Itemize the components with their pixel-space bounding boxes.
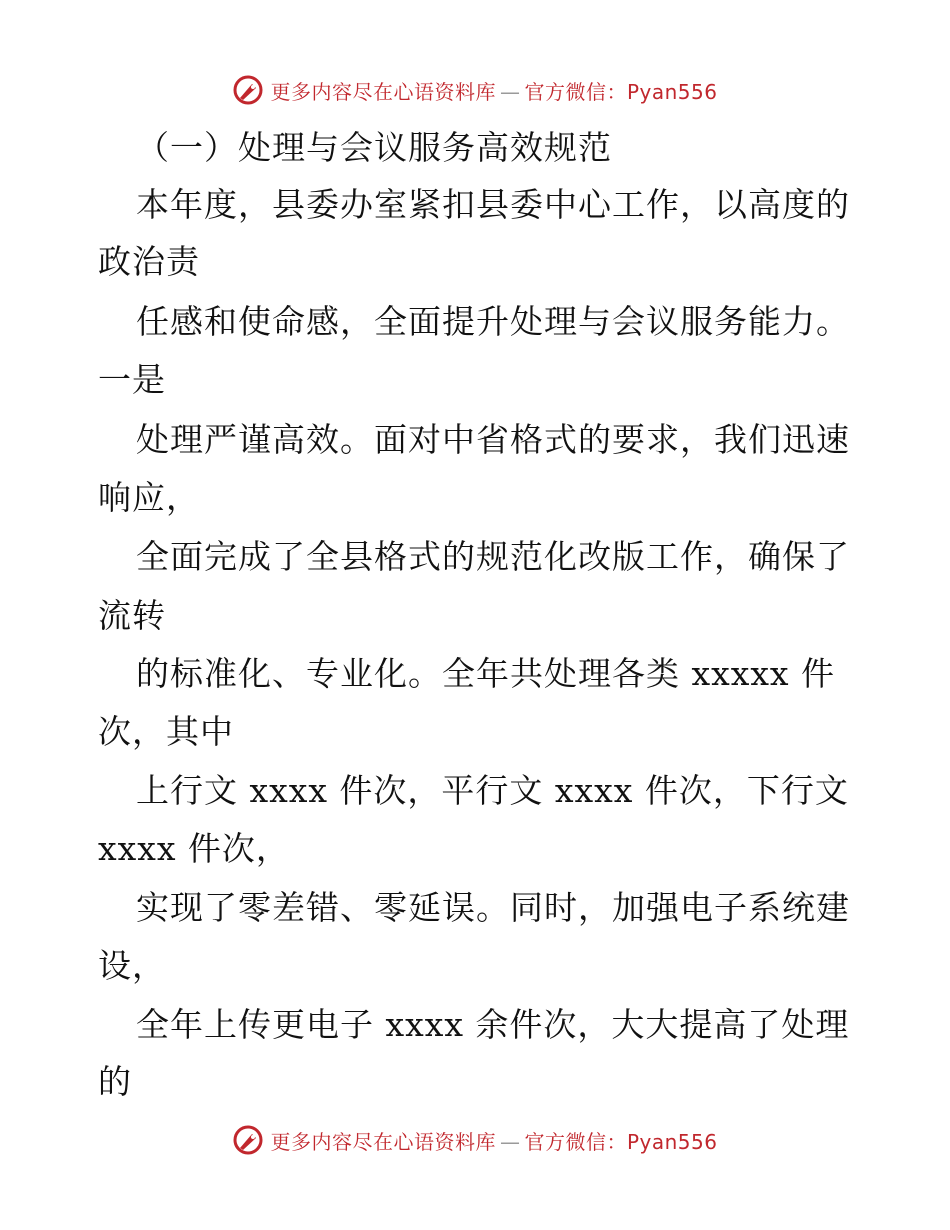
text-line: 处理严谨高效。面对中省格式的要求，我们迅速 (136, 420, 850, 459)
text-line: 实现了零差错、零延误。同时，加强电子系统建 (136, 888, 850, 927)
text-line: 一是 (98, 360, 166, 399)
text-line: 上行文 xxxx 件次，平行文 xxxx 件次，下行文 (136, 771, 849, 810)
text-line: 设， (98, 946, 166, 985)
section-heading: （一）处理与会议服务高效规范 (136, 128, 612, 167)
text-line: 全年上传更电子 xxxx 余件次，大大提高了处理 (136, 1005, 850, 1044)
watermark-main: 更多内容尽在心语资料库 (270, 1129, 496, 1154)
text-line: 政治责 (98, 242, 200, 281)
text-line: 次，其中 (98, 712, 234, 751)
watermark-dash: — (499, 79, 521, 104)
text-line: 的标准化、专业化。全年共处理各类 xxxxx 件 (136, 654, 836, 693)
pen-nib-logo-icon (232, 1124, 264, 1156)
text-line: 的 (98, 1062, 132, 1101)
text-line: xxxx 件次， (98, 829, 290, 868)
watermark-wechat: 官方微信：Pyan556 (524, 1129, 718, 1154)
text-line: 本年度，县委办室紧扣县委中心工作，以高度的 (136, 185, 850, 224)
text-line: 任感和使命感，全面提升处理与会议服务能力。 (136, 302, 850, 341)
footer-watermark-banner (0, 1120, 950, 1160)
header-watermark-banner (0, 70, 950, 110)
watermark-text (270, 76, 717, 105)
pen-nib-logo-icon (232, 74, 264, 106)
text-line: 响应， (98, 478, 200, 517)
watermark-text (270, 1126, 717, 1155)
watermark-main: 更多内容尽在心语资料库 (270, 79, 496, 104)
text-line: 全面完成了全县格式的规范化改版工作，确保了 (136, 537, 850, 576)
watermark-dash: — (499, 1129, 521, 1154)
watermark-wechat: 官方微信：Pyan556 (524, 79, 718, 104)
text-line: 流转 (98, 596, 166, 635)
